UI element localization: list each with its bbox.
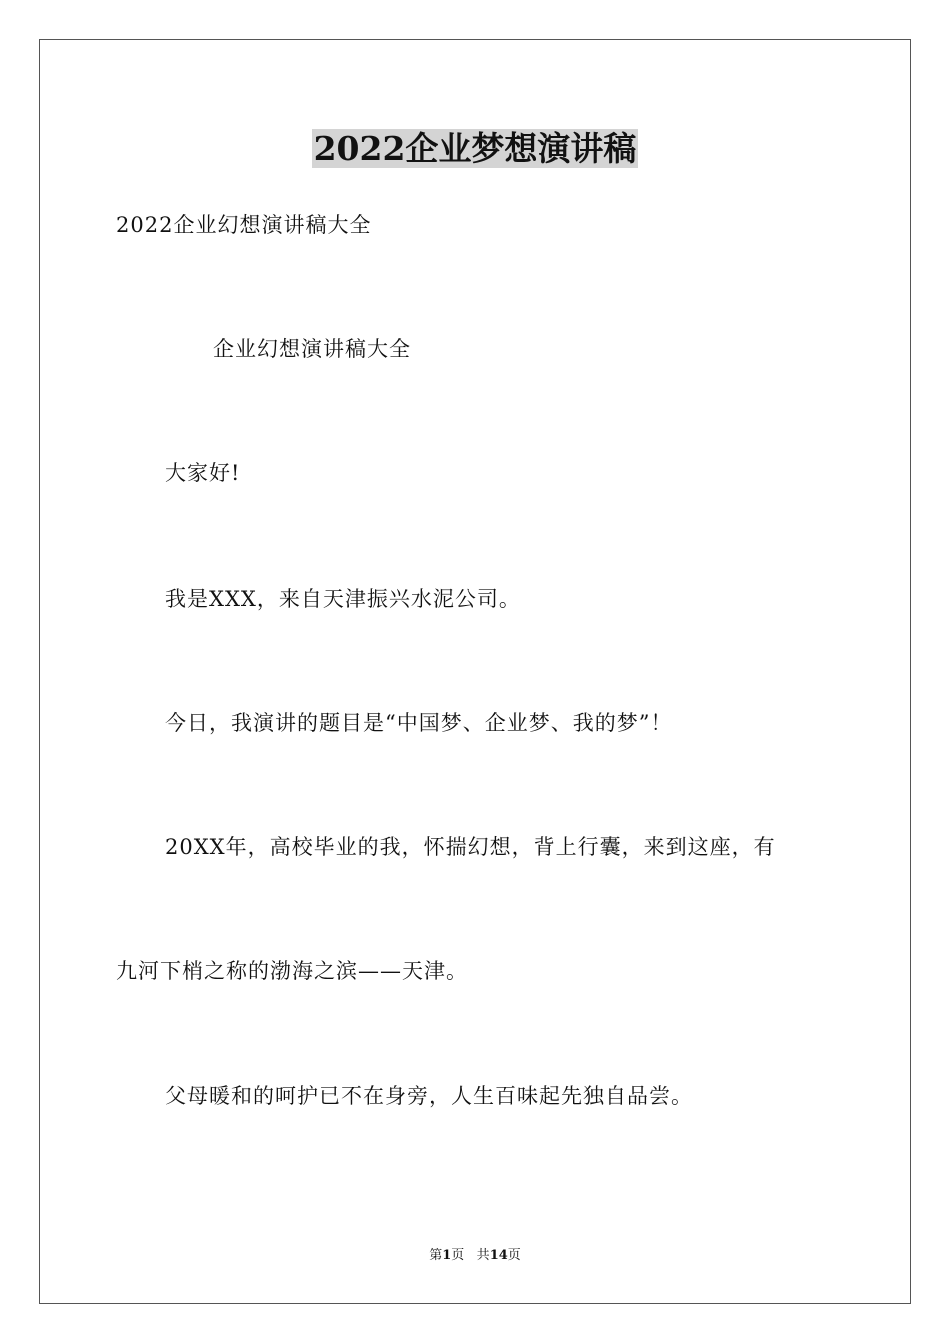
paragraph-heading: 2022企业幻想演讲稿大全 xyxy=(116,213,372,237)
paragraph-story-line-1: 20XX年，高校毕业的我，怀揣幻想，背上行囊，来到这座，有 xyxy=(165,835,776,859)
paragraph-topic: 今日，我演讲的题目是“中国梦、企业梦、我的梦”！ xyxy=(165,711,673,735)
paragraph-story-line-2: 九河下梢之称的渤海之滨——天津。 xyxy=(116,959,468,983)
paragraph-greeting: 大家好! xyxy=(165,461,241,485)
document-title-text: 2022企业梦想演讲稿 xyxy=(313,129,637,168)
document-title xyxy=(0,127,950,171)
footer-page-suffix: 页 xyxy=(451,1248,465,1263)
footer-page-number: 1 xyxy=(442,1248,452,1263)
paragraph-subheading: 企业幻想演讲稿大全 xyxy=(213,337,411,361)
paragraph-introduction: 我是XXX，来自天津振兴水泥公司。 xyxy=(165,587,521,611)
page-footer xyxy=(0,1247,950,1265)
paragraph-parents: 父母暖和的呵护已不在身旁，人生百味起先独自品尝。 xyxy=(165,1084,693,1108)
footer-total-pages: 14 xyxy=(489,1248,508,1263)
footer-total-prefix: 共 xyxy=(476,1248,490,1263)
footer-total-suffix: 页 xyxy=(507,1248,521,1263)
footer-page-prefix: 第 xyxy=(429,1248,443,1263)
